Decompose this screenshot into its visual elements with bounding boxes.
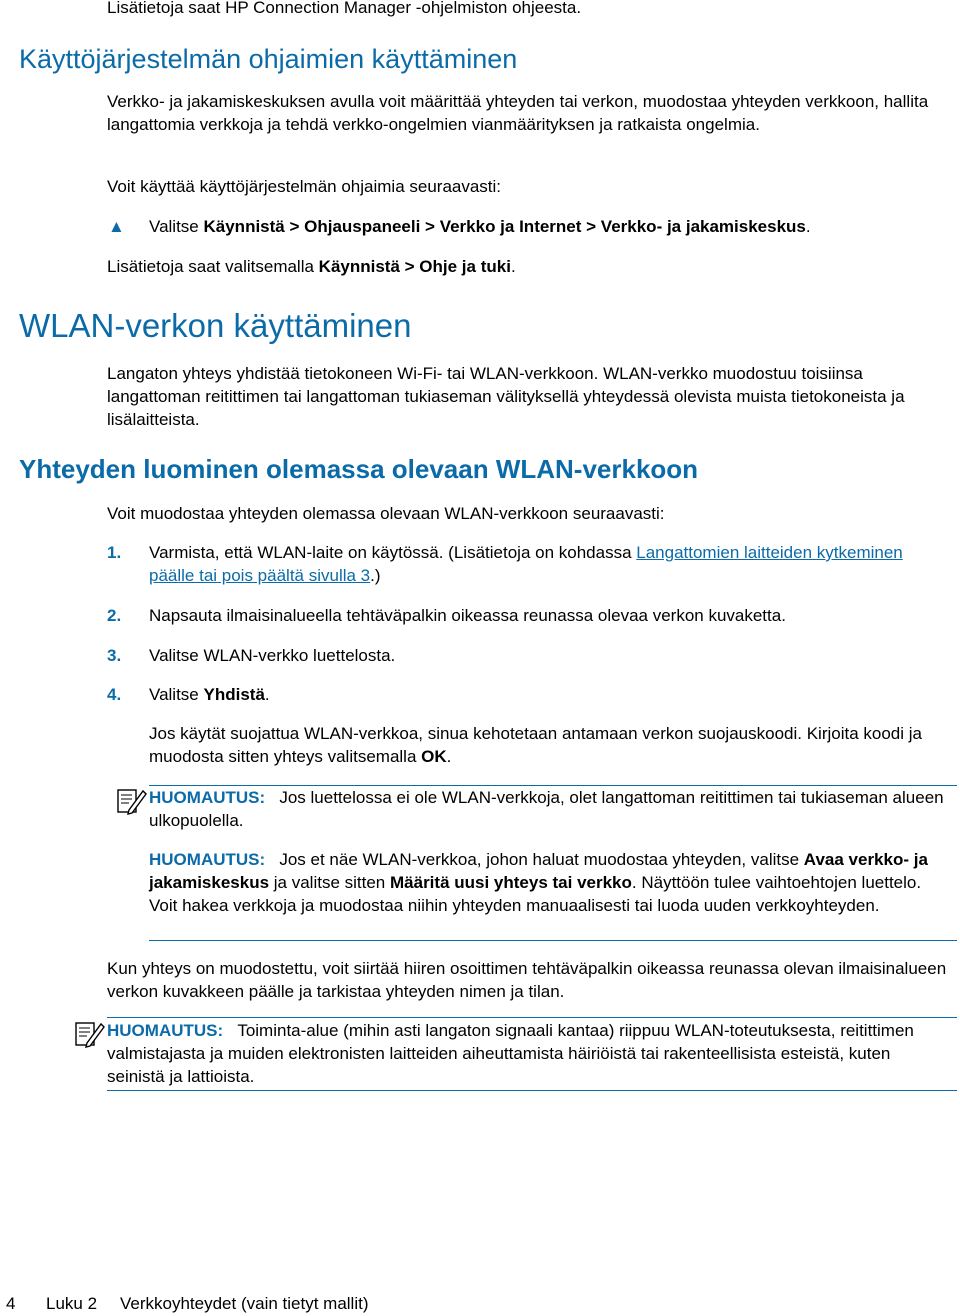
step-number: 3. xyxy=(107,646,122,665)
section-heading-connect: Yhteyden luominen olemassa olevaan WLAN-verkkoon xyxy=(19,454,699,484)
note-3: HUOMAUTUS: Toiminta-alue (mihin asti langaton signaali kantaa) riippuu WLAN-toteutuksesta, reitittimen valmistajasta ja muiden elektronisten laitteiden aiheuttamista häiriöistä tai rakenteellisista esteistä, kuten seinistä ja lattioista. xyxy=(107,1021,914,1086)
bullet-instruction: Valitse Käynnistä > Ohjauspaneeli > Verkko ja Internet > Verkko- ja jakamiskeskus. xyxy=(149,217,811,236)
note-top-rule xyxy=(107,1017,957,1018)
page-number: 4 xyxy=(6,1294,16,1313)
note-2: HUOMAUTUS: Jos et näe WLAN-verkkoa, johon haluat muodostaa yhteyden, valitse Avaa verkko- ja jakamiskeskus ja valitse sitten Määritä uusi yhteys tai verkko. Näyttöön tulee vaihtoehtojen luettelo. Voit hakea verkkoja ja muodostaa niihin yhteyden manuaalisesti tai luoda uuden verkkoyhteyden. xyxy=(149,850,928,915)
step-number: 1. xyxy=(107,543,122,562)
note-label: HUOMAUTUS: xyxy=(149,788,266,807)
bullet-path: Käynnistä > Ohjauspaneeli > Verkko ja Internet > Verkko- ja jakamiskeskus xyxy=(203,217,806,236)
ok-label: OK xyxy=(421,747,447,766)
wireless-devices-link[interactable]: Langattomien laitteiden kytkeminen päälle tai pois päältä sivulla 3 xyxy=(149,543,903,585)
step-number: 4. xyxy=(107,685,122,704)
section3-lead: Voit muodostaa yhteyden olemassa olevaan WLAN-verkkoon seuraavasti: xyxy=(107,504,665,523)
intro-line: Lisätietoja saat HP Connection Manager -ohjelmiston ohjeesta. xyxy=(107,0,582,17)
note-label: HUOMAUTUS: xyxy=(107,1021,224,1040)
section-heading-os-controls: Käyttöjärjestelmän ohjaimien käyttäminen xyxy=(19,44,518,74)
chapter-title: Verkkoyhteydet (vain tietyt mallit) xyxy=(120,1294,369,1313)
note-bottom-rule xyxy=(149,940,957,941)
help-path: Käynnistä > Ohje ja tuki xyxy=(318,257,511,276)
note-1: HUOMAUTUS: Jos luettelossa ei ole WLAN-verkkoja, olet langattoman reitittimen tai tukiaseman alueen ulkopuolella. xyxy=(149,788,944,830)
note-pencil-icon xyxy=(115,785,149,817)
step-4-text: Valitse Yhdistä. xyxy=(149,685,270,704)
chapter-label: Luku 2 xyxy=(46,1294,98,1313)
section-heading-wlan: WLAN-verkon käyttäminen xyxy=(19,307,412,344)
connect-label: Yhdistä xyxy=(203,685,265,704)
note-pencil-icon xyxy=(73,1018,107,1050)
step-3-text: Valitse WLAN-verkko luettelosta. xyxy=(149,646,396,665)
help-line: Lisätietoja saat valitsemalla Käynnistä > Ohje ja tuki. xyxy=(107,257,516,276)
step-number: 2. xyxy=(107,606,122,625)
step-4-detail: Jos käytät suojattua WLAN-verkkoa, sinua kehotetaan antamaan verkon suojauskoodi. Kirjoita koodi ja muodosta sitten yhteys valitsemalla OK. xyxy=(149,724,922,766)
step-1-text: Varmista, että WLAN-laite on käytössä. (Lisätietoja on kohdassa Langattomien laitteiden kytkeminen päälle tai pois päältä sivulla 3.) xyxy=(149,543,903,585)
step-2-text: Napsauta ilmaisinalueella tehtäväpalkin oikeassa reunassa olevaa verkon kuvaketta. xyxy=(149,606,786,625)
note-label: HUOMAUTUS: xyxy=(149,850,266,869)
section2-paragraph: Langaton yhteys yhdistää tietokoneen Wi-Fi- tai WLAN-verkkoon. WLAN-verkko muodostuu toisiinsa langattoman reitittimen tai langattoman tukiaseman välityksellä yhteydessä olevista muista tietokoneista ja lisälaitteista. xyxy=(107,364,905,429)
after-connection-paragraph: Kun yhteys on muodostettu, voit siirtää hiiren osoittimen tehtäväpalkin oikeassa reunassa olevan ilmaisinalueen verkon kuvakkeen päälle ja tarkistaa yhteyden nimen ja tilan. xyxy=(107,959,947,1001)
section1-lead: Voit käyttää käyttöjärjestelmän ohjaimia seuraavasti: xyxy=(107,177,502,196)
section1-paragraph: Verkko- ja jakamiskeskuksen avulla voit määrittää yhteyden tai verkon, muodostaa yhteyden verkkoon, hallita langattomia verkkoja ja tehdä verkko-ongelmien vianmäärityksen ja ratkaista ongelmia. xyxy=(107,92,929,134)
bullet-triangle-icon: ▲ xyxy=(108,217,125,236)
note-bottom-rule xyxy=(107,1090,957,1091)
